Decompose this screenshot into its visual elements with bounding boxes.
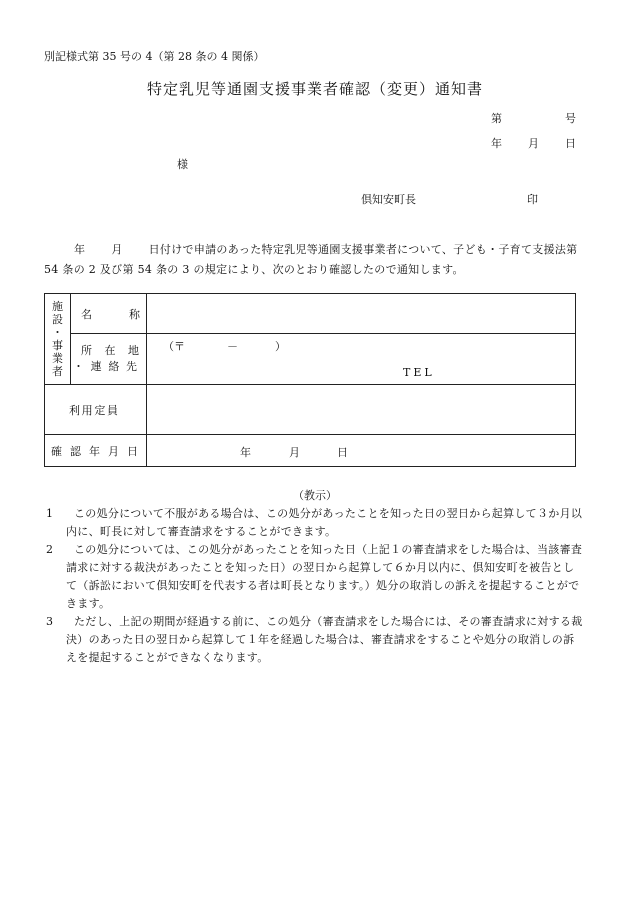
notice-list (44, 505, 584, 667)
document-number-prefix: 第 (491, 112, 502, 125)
tel-label: TEL (403, 366, 435, 379)
addressee-suffix: 様 (177, 158, 188, 171)
notice-item: 3 ただし、上記の期間が経過する前に、この処分（審査請求をした場合には、その審査請求に対する裁決）のあった日の翌日から起算して１年を経過した場合は、審査請求をすることや処分の取消しの訴えを提起することができなくなります。 (46, 615, 583, 664)
document-title: 特定乳児等通園支援事業者確認（変更）通知書 (146, 80, 483, 98)
table-row-confirmation-date (45, 435, 576, 467)
table-row-name (45, 294, 576, 334)
address-label: 所 在 地 ・ 連 絡 先 (71, 334, 147, 385)
name-field[interactable] (147, 294, 576, 334)
notice-heading: （教示） (293, 489, 337, 502)
issue-date-year: 年 (491, 137, 502, 150)
body-paragraph (44, 240, 589, 280)
body-month: 月 (111, 243, 123, 256)
confirmation-date-label: 確 認 年 月 日 (45, 435, 147, 467)
confirmation-date-field[interactable]: 年 月 日 (147, 435, 576, 467)
form-number: 別記様式第 35 号の 4（第 28 条の 4 関係） (44, 50, 265, 63)
capacity-field[interactable] (147, 385, 576, 435)
body-text: 日付けで申請のあった特定乳児等通園支援事業者について、子ども・子育て支援法第 54 条の 2 及び第 54 条の 3 の規定により、次のとおり確認したので通知します。 (44, 243, 578, 276)
name-label: 名 称 (71, 294, 147, 334)
notice-item: 1 この処分について不服がある場合は、この処分があったことを知った日の翌日から起算して３か月以内に、町長に対して審査請求をすることができます。 (46, 507, 583, 538)
address-field[interactable] (147, 334, 576, 385)
issuer-name: 倶知安町長 (361, 193, 416, 206)
table-row-capacity (45, 385, 576, 435)
issue-date-month: 月 (528, 137, 539, 150)
details-table (44, 293, 576, 467)
seal-mark: 印 (527, 193, 538, 206)
table-row-address (45, 334, 576, 385)
postal-code: （〒 － ） (163, 340, 286, 353)
notice-item: 2 この処分については、この処分があったことを知った日（上記１の審査請求をした場合は、当該審査請求に対する裁決があったことを知った日）の翌日から起算して６か月以内に、倶知安町を被告として（訴訟において倶知安町を代表する者は町長となります。）処分の取消しの訴えを提起することができます。 (46, 543, 583, 610)
facility-operator-label: 施 設 ・ 事 業 者 (45, 294, 71, 385)
capacity-label: 利 用 定 員 (45, 385, 147, 435)
body-year: 年 (74, 243, 86, 256)
document-number-suffix: 号 (565, 112, 576, 125)
issue-date-day: 日 (565, 137, 576, 150)
